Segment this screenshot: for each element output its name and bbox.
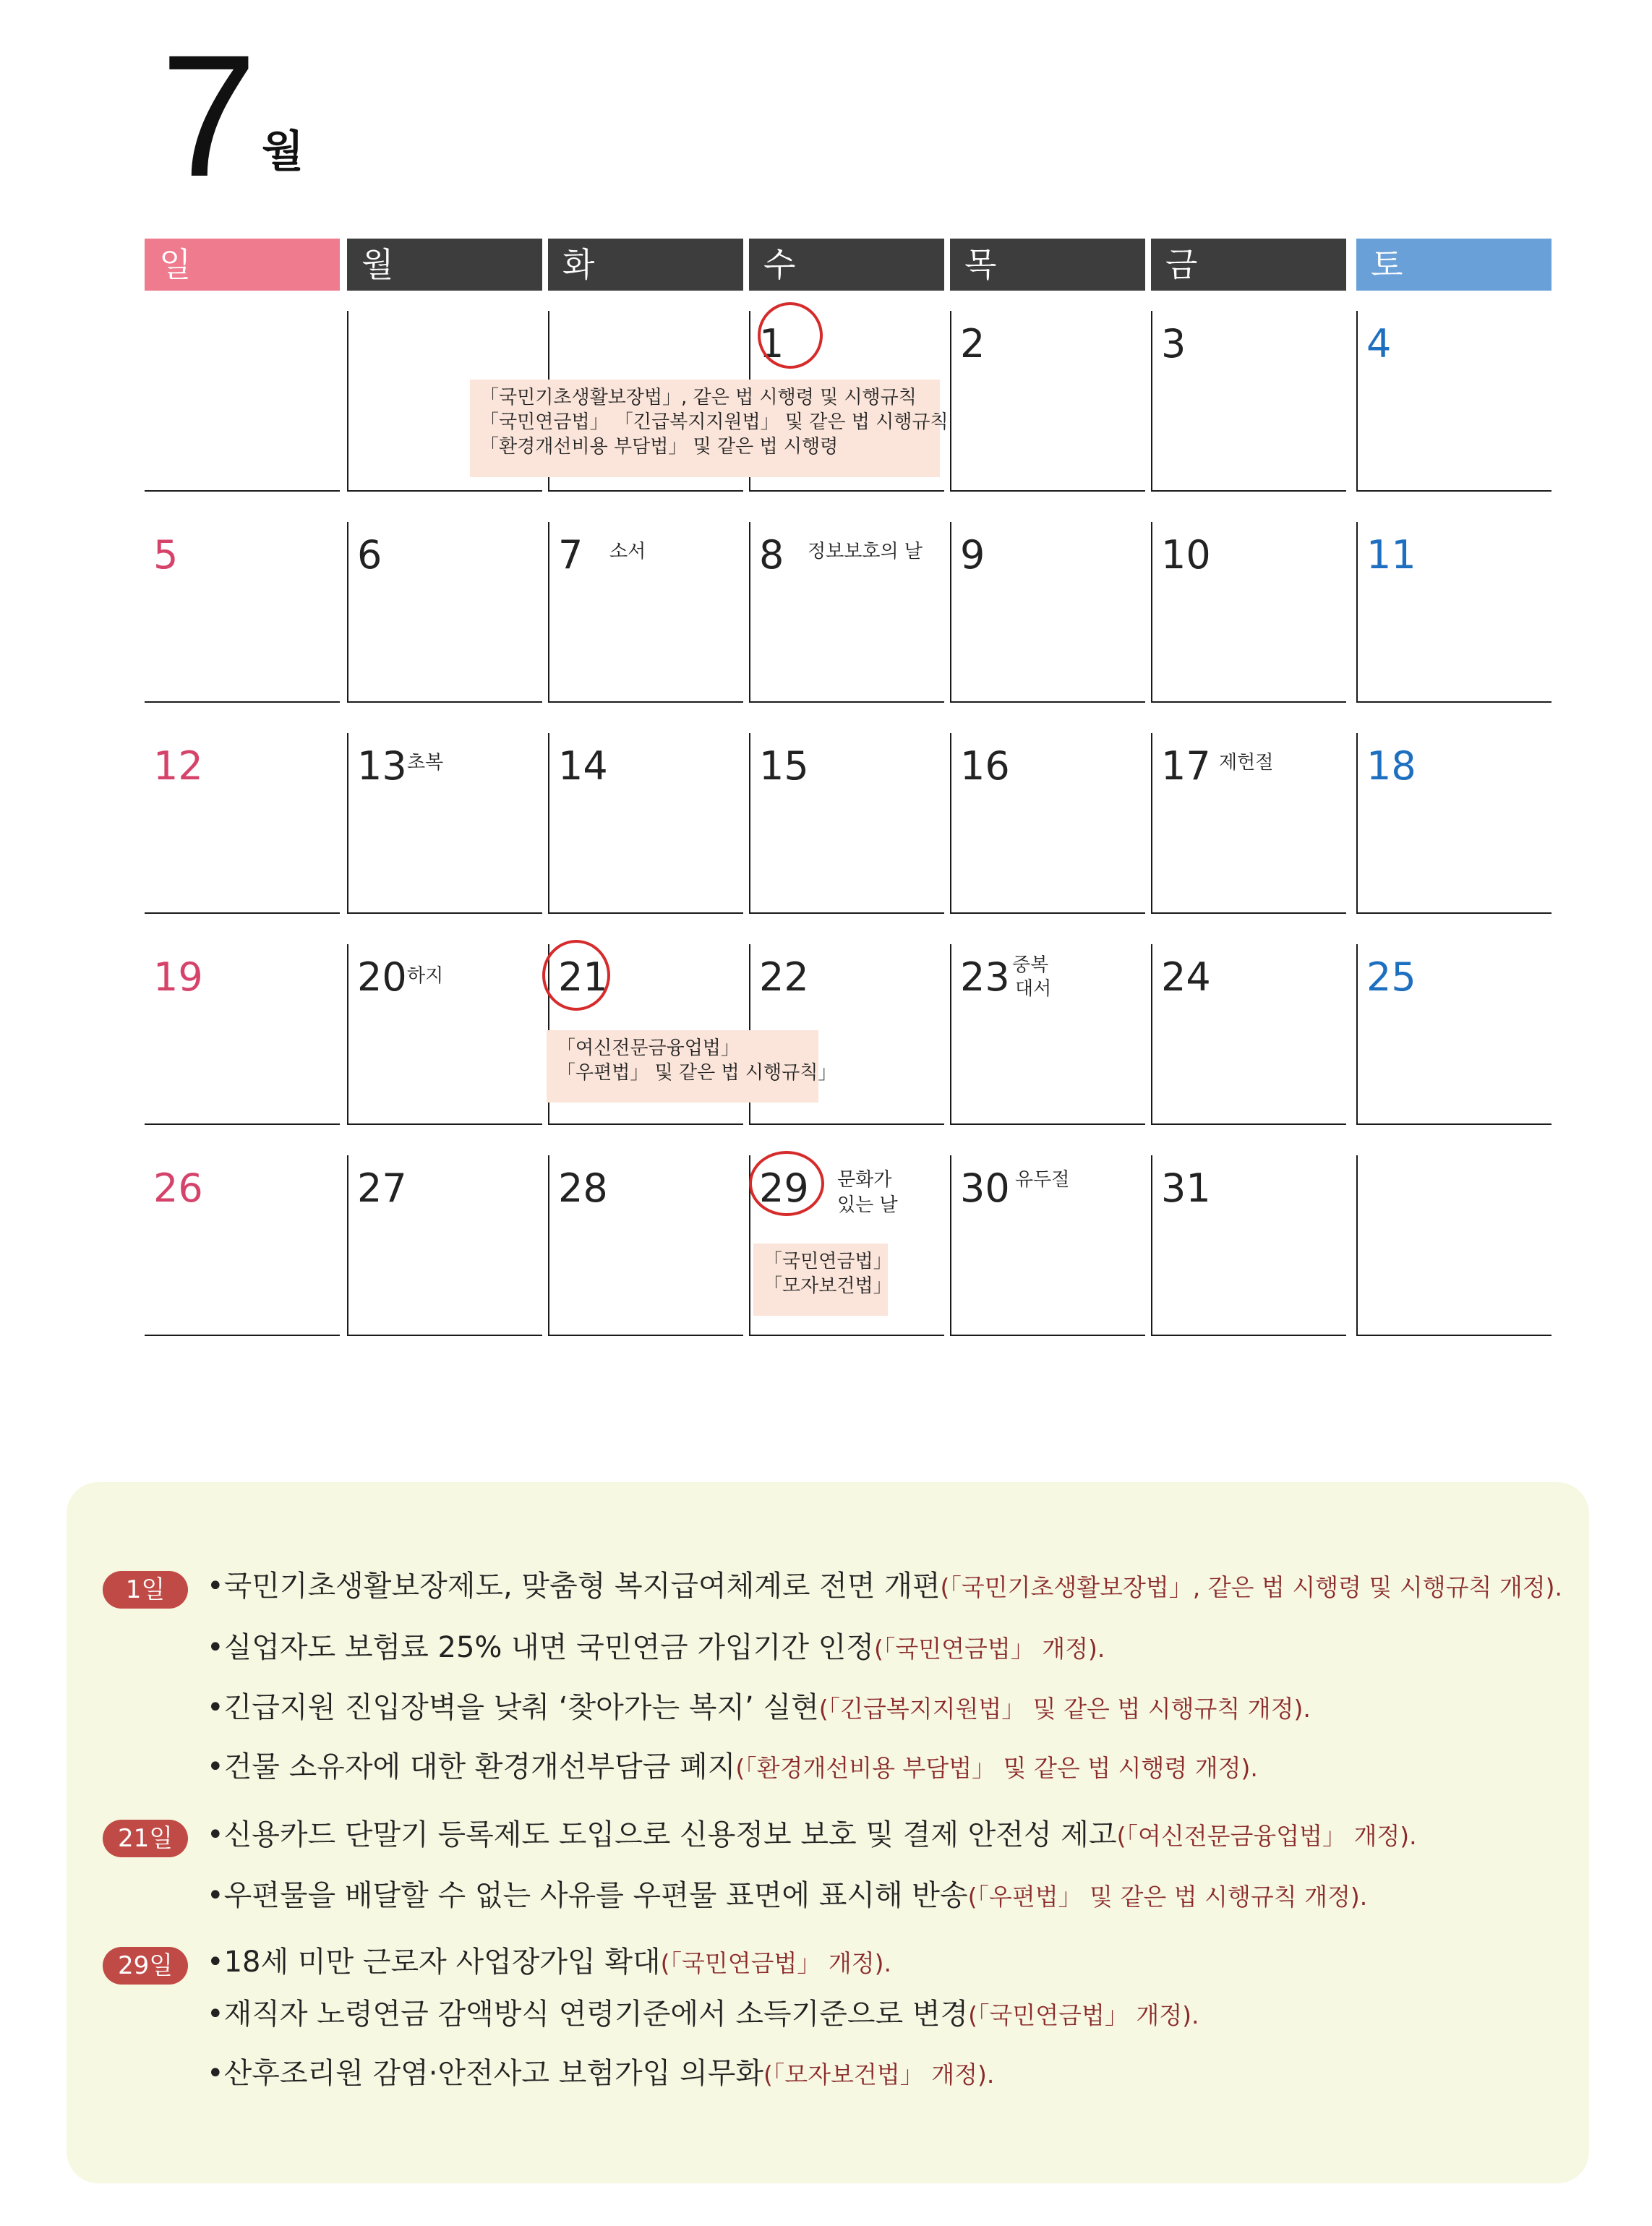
month-number: 7 [161, 19, 257, 213]
note-day-17: 제헌절 [1219, 752, 1274, 774]
day-number: 22 [759, 954, 809, 1000]
summary-item-law: (「모자보건법」 개정). [763, 2060, 995, 2089]
day-number: 19 [153, 954, 203, 1000]
calendar-cell [347, 1155, 542, 1336]
day-number: 10 [1161, 532, 1211, 578]
calendar-cell [1356, 522, 1552, 703]
weekday-thu: 목 [950, 239, 1145, 291]
law-box-line: 「모자보건법」 [763, 1275, 892, 1297]
summary-item [207, 1567, 1562, 1606]
calendar-cell [347, 522, 542, 703]
day-number: 5 [153, 532, 179, 578]
day-number: 31 [1161, 1165, 1211, 1211]
calendar-cell [548, 733, 743, 914]
day-number: 18 [1366, 743, 1416, 789]
weekday-wed: 수 [749, 239, 944, 291]
day-number: 9 [960, 532, 985, 578]
note-day-20: 하지 [407, 965, 444, 987]
day-number: 15 [759, 743, 809, 789]
calendar-cell [548, 1155, 743, 1336]
day-number: 17 [1161, 743, 1211, 789]
law-box-line: 「국민연금법」 「긴급복지지원법」 및 같은 법 시행규칙 [480, 411, 949, 433]
date-pill-29: 29일 [103, 1947, 188, 1985]
day-number: 2 [960, 321, 985, 367]
calendar-cell [1356, 1155, 1552, 1336]
calendar-cell [1356, 733, 1552, 914]
note-day-8: 정보보호의 날 [808, 541, 923, 562]
calendar-cell [1356, 944, 1552, 1125]
summary-item [207, 1995, 1199, 2034]
day-number: 6 [357, 532, 382, 578]
summary-item [207, 1816, 1417, 1855]
day-number: 11 [1366, 532, 1416, 578]
day-number: 13 [357, 743, 407, 789]
calendar-cell [950, 522, 1145, 703]
calendar-cell [1151, 522, 1346, 703]
law-box-day-1 [470, 380, 949, 477]
month-suffix: 월 [262, 127, 304, 177]
day-number: 8 [759, 532, 784, 578]
calendar-cell [950, 311, 1145, 492]
calendar-cell [145, 311, 340, 492]
day-number: 27 [357, 1165, 407, 1211]
law-box-line: 「국민기초생활보장법」, 같은 법 시행령 및 시행규칙 [480, 387, 917, 408]
summary-item-law: (「국민기초생활보장법」, 같은 법 시행령 및 시행규칙 개정). [940, 1573, 1563, 1601]
summary-item-law: (「긴급복지지원법」 및 같은 법 시행규칙 개정). [818, 1695, 1311, 1723]
summary-item-text: •건물 소유자에 대한 환경개선부담금 폐지 [207, 1750, 736, 1784]
day-number: 14 [558, 743, 608, 789]
summary-item-text: •산후조리원 감염·안전사고 보험가입 의무화 [207, 2057, 763, 2090]
calendar-cell [1151, 944, 1346, 1125]
day-number: 28 [558, 1165, 608, 1211]
calendar-cell [145, 522, 340, 703]
summary-item-law: (「국민연금법」 개정). [968, 2001, 1199, 2029]
law-box-line: 「여신전문금융업법」 [557, 1037, 740, 1059]
day-number: 25 [1366, 954, 1416, 1000]
calendar-cell [1356, 311, 1552, 492]
calendar-cell [950, 733, 1145, 914]
summary-item-text: •실업자도 보험료 25% 내면 국민연금 가입기간 인정 [207, 1631, 874, 1664]
summary-item-text: •긴급지원 진입장벽을 낮춰 ‘찾아가는 복지’ 실현 [207, 1691, 819, 1724]
law-box-line: 「환경개선비용 부담법」 및 같은 법 시행령 [480, 436, 839, 458]
weekday-tue: 화 [548, 239, 743, 291]
summary-item-text: •신용카드 단말기 등록제도 도입으로 신용정보 보호 및 결제 안전성 제고 [207, 1818, 1117, 1852]
day-number: 1 [759, 321, 784, 367]
summary-item-text: •국민기초생활보장제도, 맞춤형 복지급여체계로 전면 개편 [207, 1570, 941, 1603]
calendar-cell [145, 733, 340, 914]
day-number: 12 [153, 743, 203, 789]
weekday-sat: 토 [1356, 239, 1552, 291]
summary-item-text: •재직자 노령연금 감액방식 연령기준에서 소득기준으로 변경 [207, 1998, 969, 2031]
note-day-29-b: 있는 날 [837, 1194, 898, 1216]
summary-item [207, 1943, 891, 1982]
highlight-circle-day-29 [749, 1151, 824, 1216]
summary-item [207, 2055, 994, 2094]
date-pill-1: 1일 [103, 1571, 188, 1609]
summary-item-law: (「국민연금법」 개정). [660, 1949, 892, 1977]
summary-item-law: (「여신전문금융업법」 개정). [1116, 1822, 1417, 1850]
day-number: 7 [558, 532, 583, 578]
note-day-30: 유두절 [1015, 1169, 1070, 1191]
day-number: 29 [759, 1165, 809, 1211]
day-number: 20 [357, 954, 407, 1000]
law-box-line: 「우편법」 및 같은 법 시행규칙」 [557, 1062, 837, 1084]
day-number: 3 [1161, 321, 1186, 367]
summary-item-law: (「우편법」 및 같은 법 시행규칙 개정). [967, 1883, 1368, 1911]
day-number: 24 [1161, 954, 1211, 1000]
weekday-mon: 월 [347, 239, 542, 291]
day-number: 23 [960, 954, 1010, 1000]
weekday-fri: 금 [1151, 239, 1346, 291]
highlight-circle-day-21 [542, 940, 610, 1011]
day-number: 4 [1366, 321, 1392, 367]
law-box-day-29 [753, 1243, 892, 1316]
calendar-cell [749, 733, 944, 914]
calendar-cell [145, 944, 340, 1125]
summary-item-law: (「환경개선비용 부담법」 및 같은 법 시행령 개정). [735, 1754, 1258, 1782]
note-day-13: 초복 [407, 752, 444, 774]
note-day-23-b: 대서 [1015, 978, 1052, 1000]
summary-item-text: •18세 미만 근로자 사업장가입 확대 [207, 1945, 661, 1979]
summary-item [207, 1629, 1105, 1668]
weekday-sun: 일 [145, 239, 340, 291]
highlight-circle-day-1 [758, 302, 823, 369]
summary-item-text: •우편물을 배달할 수 없는 사유를 우편물 표면에 표시해 반송 [207, 1879, 968, 1912]
calendar-cell [1151, 311, 1346, 492]
date-pill-21: 21일 [103, 1820, 188, 1857]
law-box-day-21 [547, 1030, 837, 1103]
day-number: 21 [558, 954, 608, 1000]
note-day-29-a: 문화가 [837, 1169, 892, 1191]
calendar-cell [1151, 1155, 1346, 1336]
summary-item [207, 1748, 1258, 1787]
calendar-cell [145, 1155, 340, 1336]
day-number: 30 [960, 1165, 1010, 1211]
summary-item [207, 1689, 1311, 1728]
calendar-cell [347, 944, 542, 1125]
day-number: 16 [960, 743, 1010, 789]
note-day-23-a: 중복 [1012, 954, 1049, 976]
calendar-cell [347, 733, 542, 914]
law-box-line: 「국민연금법」 [763, 1251, 892, 1272]
summary-item [207, 1877, 1367, 1916]
day-number: 26 [153, 1165, 203, 1211]
note-day-7: 소서 [609, 541, 646, 562]
summary-item-law: (「국민연금법」 개정). [873, 1635, 1105, 1663]
